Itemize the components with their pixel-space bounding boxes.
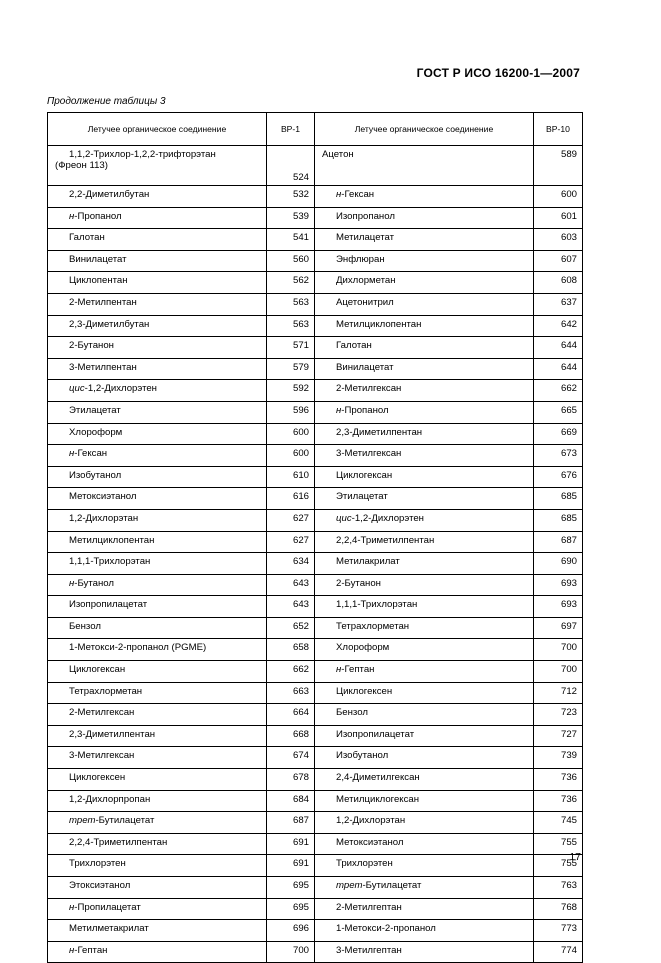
compound-name-left: Метоксиэтанол bbox=[48, 488, 267, 510]
bp1-value: 658 bbox=[267, 639, 315, 661]
compound-name-right: Циклогексен bbox=[315, 682, 534, 704]
compound-name-left: 2,2-Диметилбутан bbox=[48, 186, 267, 208]
bp1-value: 695 bbox=[267, 898, 315, 920]
compound-name-left: 2,3-Диметилпентан bbox=[48, 725, 267, 747]
table-row bbox=[48, 704, 583, 726]
bp10-value: 697 bbox=[534, 617, 583, 639]
compound-name-left: трет-Бутилацетат bbox=[48, 812, 267, 834]
compound-name-right: 2-Метилгексан bbox=[315, 380, 534, 402]
compound-name-left: 2-Бутанон bbox=[48, 337, 267, 359]
bp1-value: 695 bbox=[267, 877, 315, 899]
compound-name-right: Ацетон bbox=[315, 146, 534, 186]
compound-name-right: Метилциклопентан bbox=[315, 315, 534, 337]
table-row bbox=[48, 466, 583, 488]
compound-name-left: Тетрахлорметан bbox=[48, 682, 267, 704]
compound-name-right: 1,2-Дихлорэтан bbox=[315, 812, 534, 834]
bp1-value: 678 bbox=[267, 769, 315, 791]
compound-name-left: 3-Метилгексан bbox=[48, 747, 267, 769]
bp1-value: 610 bbox=[267, 466, 315, 488]
compound-name-right: Метилацетат bbox=[315, 229, 534, 251]
compound-name-left: Этилацетат bbox=[48, 401, 267, 423]
table-row bbox=[48, 682, 583, 704]
compound-name-left: Трихлорэтен bbox=[48, 855, 267, 877]
table-row bbox=[48, 617, 583, 639]
table-row bbox=[48, 747, 583, 769]
compound-name-right: 1,1,1-Трихлорэтан bbox=[315, 596, 534, 618]
bp1-value: 664 bbox=[267, 704, 315, 726]
compound-name-right: Энфлюран bbox=[315, 250, 534, 272]
bp10-value: 773 bbox=[534, 920, 583, 942]
compound-name-right: Трихлорэтен bbox=[315, 855, 534, 877]
compound-name-right: Циклогексан bbox=[315, 466, 534, 488]
compound-name-right: 2-Бутанон bbox=[315, 574, 534, 596]
bp10-value: 690 bbox=[534, 553, 583, 575]
table-row bbox=[48, 877, 583, 899]
compound-name-left: н-Гексан bbox=[48, 445, 267, 467]
bp1-value: 687 bbox=[267, 812, 315, 834]
compound-name-left: Циклогексен bbox=[48, 769, 267, 791]
bp1-value: 696 bbox=[267, 920, 315, 942]
table-row bbox=[48, 207, 583, 229]
table-row bbox=[48, 920, 583, 942]
bp1-value: 643 bbox=[267, 574, 315, 596]
bp1-value: 562 bbox=[267, 272, 315, 294]
table-row bbox=[48, 553, 583, 575]
compound-name-right: Изопропилацетат bbox=[315, 725, 534, 747]
bp1-value: 563 bbox=[267, 293, 315, 315]
bp10-value: 755 bbox=[534, 833, 583, 855]
bp1-value: 634 bbox=[267, 553, 315, 575]
bp1-value: 700 bbox=[267, 941, 315, 963]
table-row bbox=[48, 445, 583, 467]
table-row bbox=[48, 531, 583, 553]
table-row bbox=[48, 401, 583, 423]
bp10-value: 601 bbox=[534, 207, 583, 229]
bp1-value: 674 bbox=[267, 747, 315, 769]
bp10-value: 736 bbox=[534, 769, 583, 791]
bp10-value: 685 bbox=[534, 509, 583, 531]
bp10-value: 607 bbox=[534, 250, 583, 272]
column-header-bp1: ВР-1 bbox=[267, 113, 315, 146]
compound-name-right: н-Гептан bbox=[315, 661, 534, 683]
compound-name-right: Тетрахлорметан bbox=[315, 617, 534, 639]
compound-name-right: Метоксиэтанол bbox=[315, 833, 534, 855]
bp10-value: 662 bbox=[534, 380, 583, 402]
compound-name-line1: 1,1,2-Трихлор-1,2,2-трифторэтан bbox=[69, 149, 216, 160]
compound-name-left: 2-Метилпентан bbox=[48, 293, 267, 315]
compound-name-left: Этоксиэтанол bbox=[48, 877, 267, 899]
bp10-value: 676 bbox=[534, 466, 583, 488]
table-row bbox=[48, 790, 583, 812]
bp10-value: 774 bbox=[534, 941, 583, 963]
table-row bbox=[48, 769, 583, 791]
column-header-compound-left: Летучее органическое соединение bbox=[48, 113, 267, 146]
table-row bbox=[48, 941, 583, 963]
bp1-value: 691 bbox=[267, 833, 315, 855]
compound-name-right: н-Гексан bbox=[315, 186, 534, 208]
compound-name-right: Этилацетат bbox=[315, 488, 534, 510]
compound-name-right: Винилацетат bbox=[315, 358, 534, 380]
bp10-value: 603 bbox=[534, 229, 583, 251]
table-row bbox=[48, 229, 583, 251]
table-row bbox=[48, 639, 583, 661]
bp10-value: 745 bbox=[534, 812, 583, 834]
compound-name-left: Галотан bbox=[48, 229, 267, 251]
table-row bbox=[48, 898, 583, 920]
table-row bbox=[48, 358, 583, 380]
bp1-value: 579 bbox=[267, 358, 315, 380]
compound-name-right: Изобутанол bbox=[315, 747, 534, 769]
compound-name-right: 2,3-Диметилпентан bbox=[315, 423, 534, 445]
bp10-value: 739 bbox=[534, 747, 583, 769]
bp10-value: 700 bbox=[534, 661, 583, 683]
bp10-value: 687 bbox=[534, 531, 583, 553]
bp10-value: 608 bbox=[534, 272, 583, 294]
table-row bbox=[48, 186, 583, 208]
compound-name-right: Дихлорметан bbox=[315, 272, 534, 294]
compound-name-right: Изопропанол bbox=[315, 207, 534, 229]
bp1-value: 571 bbox=[267, 337, 315, 359]
bp10-value: 700 bbox=[534, 639, 583, 661]
bp10-value: 693 bbox=[534, 574, 583, 596]
bp1-value: 668 bbox=[267, 725, 315, 747]
bp1-value: 691 bbox=[267, 855, 315, 877]
bp10-value: 685 bbox=[534, 488, 583, 510]
compound-name-right: трет-Бутилацетат bbox=[315, 877, 534, 899]
compound-name-line2: (Фреон 113) bbox=[55, 160, 108, 171]
compound-name-right: 3-Метилгексан bbox=[315, 445, 534, 467]
table-row bbox=[48, 596, 583, 618]
table-row bbox=[48, 661, 583, 683]
page-number: 17 bbox=[569, 851, 581, 863]
compound-name-right: 2,2,4-Триметилпентан bbox=[315, 531, 534, 553]
compound-name-left: 2,2,4-Триметилпентан bbox=[48, 833, 267, 855]
compound-name-right: 3-Метилгептан bbox=[315, 941, 534, 963]
compound-name-left: Изопропилацетат bbox=[48, 596, 267, 618]
bp10-value: 712 bbox=[534, 682, 583, 704]
bp1-value: 627 bbox=[267, 531, 315, 553]
compound-name-left: 2,3-Диметилбутан bbox=[48, 315, 267, 337]
column-header-bp10: ВР-10 bbox=[534, 113, 583, 146]
compound-name-right: 1-Метокси-2-пропанол bbox=[315, 920, 534, 942]
column-header-compound-right: Летучее органическое соединение bbox=[315, 113, 534, 146]
standard-code: ГОСТ Р ИСО 16200-1—2007 bbox=[416, 66, 580, 80]
bp1-value: 532 bbox=[267, 186, 315, 208]
table-row bbox=[48, 812, 583, 834]
compound-name-left: 1,2-Дихлорэтан bbox=[48, 509, 267, 531]
table-row bbox=[48, 250, 583, 272]
bp1-value: 600 bbox=[267, 445, 315, 467]
bp1-value: 684 bbox=[267, 790, 315, 812]
bp10-value: 644 bbox=[534, 358, 583, 380]
table-caption: Продолжение таблицы 3 bbox=[47, 96, 166, 107]
compound-name-left: 1-Метокси-2-пропанол (PGME) bbox=[48, 639, 267, 661]
compound-name-left bbox=[48, 146, 267, 186]
bp1-value: 560 bbox=[267, 250, 315, 272]
bp10-value: 669 bbox=[534, 423, 583, 445]
bp1-value: 563 bbox=[267, 315, 315, 337]
table-row bbox=[48, 272, 583, 294]
table-row bbox=[48, 574, 583, 596]
table-row bbox=[48, 337, 583, 359]
compound-name-right: 2,4-Диметилгексан bbox=[315, 769, 534, 791]
table-row bbox=[48, 146, 583, 186]
bp10-value: 637 bbox=[534, 293, 583, 315]
compound-name-left: Метилметакрилат bbox=[48, 920, 267, 942]
bp10-value: 727 bbox=[534, 725, 583, 747]
bp10-value: 763 bbox=[534, 877, 583, 899]
table-row bbox=[48, 855, 583, 877]
bp10-value: 644 bbox=[534, 337, 583, 359]
bp1-value: 627 bbox=[267, 509, 315, 531]
compound-name-left: н-Гептан bbox=[48, 941, 267, 963]
bp1-value: 592 bbox=[267, 380, 315, 402]
table-row bbox=[48, 509, 583, 531]
compound-name-right: Бензол bbox=[315, 704, 534, 726]
compound-name-left: цис-1,2-Дихлорэтен bbox=[48, 380, 267, 402]
bp10-value: 755 bbox=[534, 855, 583, 877]
bp10-value: 723 bbox=[534, 704, 583, 726]
compound-name-right: Галотан bbox=[315, 337, 534, 359]
compound-name-left: Циклопентан bbox=[48, 272, 267, 294]
bp1-value: 524 bbox=[267, 146, 315, 186]
bp10-value: 589 bbox=[534, 146, 583, 186]
compound-name-left: Винилацетат bbox=[48, 250, 267, 272]
bp1-value: 652 bbox=[267, 617, 315, 639]
bp10-value: 600 bbox=[534, 186, 583, 208]
table-row bbox=[48, 488, 583, 510]
compound-name-right: цис-1,2-Дихлорэтен bbox=[315, 509, 534, 531]
compound-name-left: н-Пропанол bbox=[48, 207, 267, 229]
compound-name-left: Метилциклопентан bbox=[48, 531, 267, 553]
bp1-value: 541 bbox=[267, 229, 315, 251]
compound-name-left: Хлороформ bbox=[48, 423, 267, 445]
compound-name-left: Изобутанол bbox=[48, 466, 267, 488]
bp10-value: 768 bbox=[534, 898, 583, 920]
bp10-value: 693 bbox=[534, 596, 583, 618]
table-header-row bbox=[48, 113, 583, 146]
table-row bbox=[48, 315, 583, 337]
bp1-value: 662 bbox=[267, 661, 315, 683]
table-row bbox=[48, 293, 583, 315]
table-row bbox=[48, 380, 583, 402]
table-row bbox=[48, 423, 583, 445]
compound-name-right: н-Пропанол bbox=[315, 401, 534, 423]
compound-name-left: Циклогексан bbox=[48, 661, 267, 683]
compound-name-left: Бензол bbox=[48, 617, 267, 639]
compound-name-left: 3-Метилпентан bbox=[48, 358, 267, 380]
bp1-value: 600 bbox=[267, 423, 315, 445]
voc-retention-table bbox=[47, 112, 583, 963]
bp10-value: 665 bbox=[534, 401, 583, 423]
compound-name-right: Хлороформ bbox=[315, 639, 534, 661]
table-row bbox=[48, 725, 583, 747]
bp1-value: 596 bbox=[267, 401, 315, 423]
compound-name-right: 2-Метилгептан bbox=[315, 898, 534, 920]
compound-name-right: Метилакрилат bbox=[315, 553, 534, 575]
compound-name-left: н-Бутанол bbox=[48, 574, 267, 596]
bp1-value: 539 bbox=[267, 207, 315, 229]
compound-name-right: Метилциклогексан bbox=[315, 790, 534, 812]
bp1-value: 643 bbox=[267, 596, 315, 618]
bp1-value: 663 bbox=[267, 682, 315, 704]
compound-name-left: н-Пропилацетат bbox=[48, 898, 267, 920]
compound-name-left: 1,2-Дихлорпропан bbox=[48, 790, 267, 812]
bp1-value: 616 bbox=[267, 488, 315, 510]
bp10-value: 673 bbox=[534, 445, 583, 467]
compound-name-left: 2-Метилгексан bbox=[48, 704, 267, 726]
table-row bbox=[48, 833, 583, 855]
compound-name-right: Ацетонитрил bbox=[315, 293, 534, 315]
compound-name-left: 1,1,1-Трихлорэтан bbox=[48, 553, 267, 575]
bp10-value: 736 bbox=[534, 790, 583, 812]
bp10-value: 642 bbox=[534, 315, 583, 337]
